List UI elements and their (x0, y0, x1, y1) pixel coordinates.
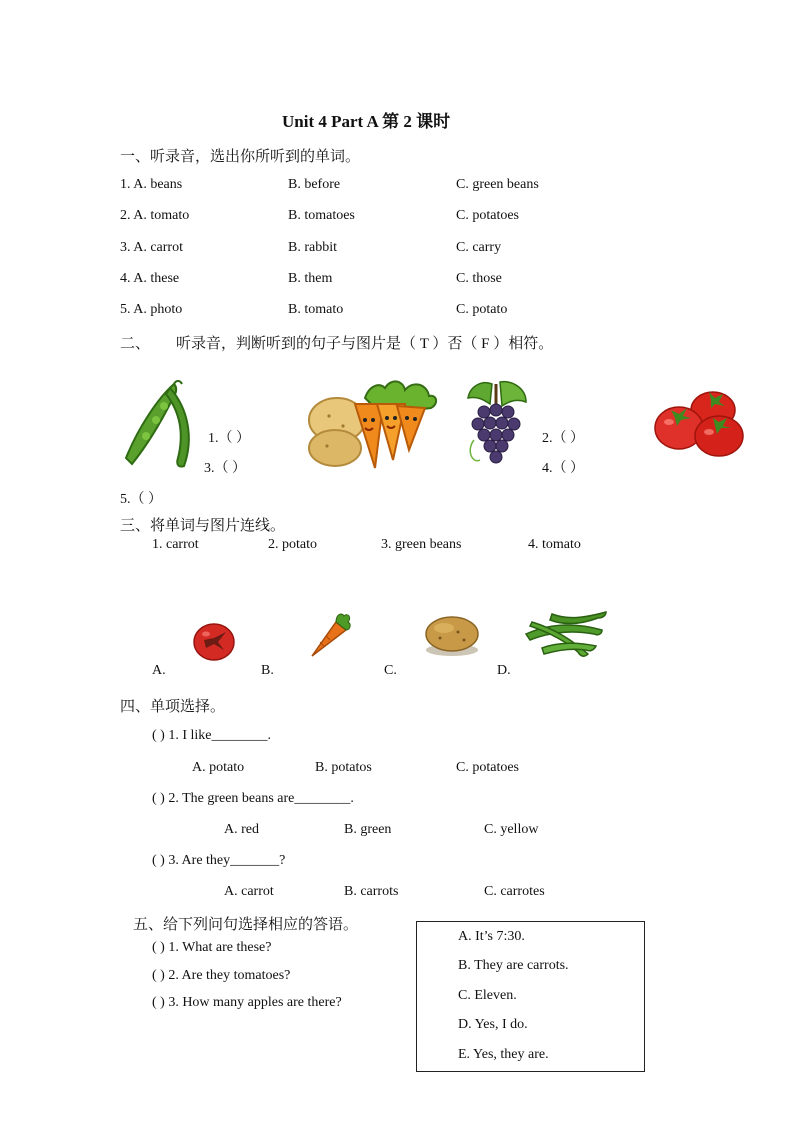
choice-2b: B. green (344, 822, 392, 837)
section-3-heading: 三、将单词与图片连线。 (120, 518, 286, 534)
choice-2c: C. yellow (484, 822, 539, 837)
choice-question-3[interactable]: ( ) 3. Are they_______? (152, 853, 286, 868)
match-letter-b: B. (261, 663, 274, 678)
answer-option-e: E. Yes, they are. (458, 1047, 549, 1062)
choice-1a: A. potato (192, 760, 245, 775)
potato-image[interactable] (424, 614, 480, 658)
match-letter-c: C. (384, 663, 397, 678)
green-beans-image (118, 378, 200, 472)
option-4c: C. those (456, 271, 502, 286)
grapes-image (462, 380, 532, 470)
option-4b: B. them (288, 271, 333, 286)
option-5a: 5. A. photo (120, 302, 183, 317)
choice-question-2[interactable]: ( ) 2. The green beans are________. (152, 791, 354, 806)
tomato-image[interactable] (192, 620, 236, 662)
section-5-heading: 五、给下列问句选择相应的答语。 (133, 917, 359, 933)
answer-option-a: A. It’s 7:30. (458, 929, 525, 944)
option-4a: 4. A. these (120, 271, 180, 286)
option-5c: C. potato (456, 302, 508, 317)
section-1-heading: 一、听录音，选出你所听到的单词。 (120, 149, 361, 165)
choice-2a: A. red (224, 822, 259, 837)
match-letter-d: D. (497, 663, 511, 678)
option-5b: B. tomato (288, 302, 344, 317)
response-question-1[interactable]: ( ) 1. What are these? (152, 940, 272, 955)
match-letter-a: A. (152, 663, 166, 678)
response-question-2[interactable]: ( ) 2. Are they tomatoes? (152, 968, 291, 983)
page-title: Unit 4 Part A 第 2 课时 (282, 112, 451, 131)
option-1b: B. before (288, 177, 341, 192)
potatoes-carrots-image (305, 376, 440, 472)
section-2-number: 二、 (120, 336, 151, 352)
carrot-image[interactable] (306, 612, 352, 660)
response-question-3[interactable]: ( ) 3. How many apples are there? (152, 995, 342, 1010)
option-2a: 2. A. tomato (120, 208, 190, 223)
option-1c: C. green beans (456, 177, 539, 192)
choice-1c: C. potatoes (456, 760, 519, 775)
judge-blank-3[interactable]: 3.（ ） (204, 461, 246, 476)
option-3c: C. carry (456, 240, 502, 255)
match-word-2[interactable]: 2. potato (268, 537, 317, 552)
judge-blank-1[interactable]: 1.（ ） (208, 431, 250, 446)
judge-blank-5[interactable]: 5.（ ） (120, 492, 162, 507)
choice-1b: B. potatos (315, 760, 372, 775)
option-1a: 1. A. beans (120, 177, 183, 192)
section-2-heading: 听录音，判断听到的句子与图片是（ T ）否（ F ）相符。 (176, 336, 554, 352)
answer-option-c: C. Eleven. (458, 988, 517, 1003)
choice-3c: C. carrotes (484, 884, 545, 899)
match-word-1[interactable]: 1. carrot (152, 537, 199, 552)
option-3a: 3. A. carrot (120, 240, 183, 255)
choice-question-1[interactable]: ( ) 1. I like________. (152, 728, 271, 743)
tomatoes-image (653, 384, 749, 460)
judge-blank-2[interactable]: 2.（ ） (542, 431, 584, 446)
judge-blank-4[interactable]: 4.（ ） (542, 461, 584, 476)
option-2c: C. potatoes (456, 208, 519, 223)
section-4-heading: 四、单项选择。 (120, 699, 226, 715)
match-word-4[interactable]: 4. tomato (528, 537, 581, 552)
match-word-3[interactable]: 3. green beans (381, 537, 462, 552)
green-beans-pile-image[interactable] (522, 608, 608, 660)
choice-3a: A. carrot (224, 884, 274, 899)
answer-option-b: B. They are carrots. (458, 958, 569, 973)
answer-option-d: D. Yes, I do. (458, 1017, 528, 1032)
choice-3b: B. carrots (344, 884, 399, 899)
option-3b: B. rabbit (288, 240, 337, 255)
option-2b: B. tomatoes (288, 208, 355, 223)
